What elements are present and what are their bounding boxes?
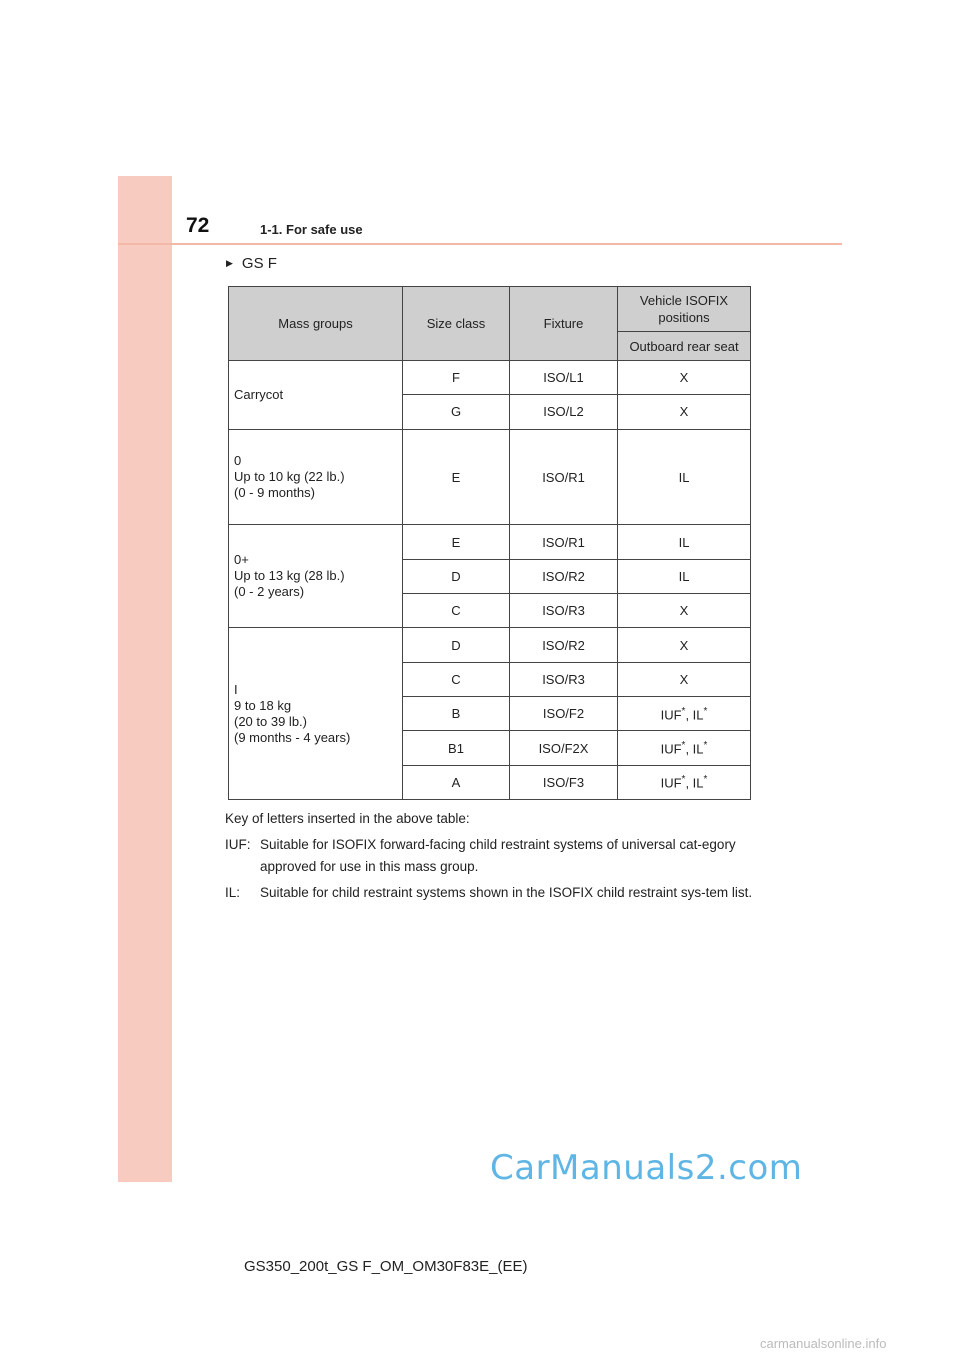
mass-group-line: Up to 13 kg (28 lb.) xyxy=(234,568,345,584)
mass-group-line: 0+ xyxy=(234,552,249,568)
size-class-cell: E xyxy=(403,525,510,559)
mass-group-line: 0 xyxy=(234,453,242,469)
key-desc: Suitable for child restraint systems shown in the ISOFIX child restraint sys-tem list. xyxy=(260,885,753,900)
fixture-cell: ISO/R1 xyxy=(510,429,618,525)
triangle-bullet-icon: ▶ xyxy=(226,258,233,268)
size-class-cell: B1 xyxy=(403,731,510,765)
variant-label: GS F xyxy=(241,255,277,272)
key-section xyxy=(225,808,755,908)
key-desc: Suitable for ISOFIX forward-facing child restraint systems of universal cat-egory approved for use in this mass group. xyxy=(260,837,736,874)
fixture-cell: ISO/R1 xyxy=(510,525,618,559)
fixture-cell: ISO/R2 xyxy=(510,559,618,593)
side-tab-bar xyxy=(118,176,172,1182)
position-cell: X xyxy=(618,395,751,429)
position-cell: X xyxy=(618,594,751,628)
position-cell: IUF*, IL* xyxy=(618,731,751,765)
mass-group-line: Up to 10 kg (22 lb.) xyxy=(234,469,345,485)
size-class-cell: C xyxy=(403,662,510,696)
mass-group-line: (20 to 39 lb.) xyxy=(234,713,307,729)
size-class-cell: D xyxy=(403,559,510,593)
fixture-cell: ISO/F3 xyxy=(510,765,618,799)
page-number: 72 xyxy=(186,214,210,237)
key-item-iuf xyxy=(225,834,755,878)
fixture-cell: ISO/F2X xyxy=(510,731,618,765)
position-cell: IL xyxy=(618,525,751,559)
position-cell: X xyxy=(618,662,751,696)
mass-group-cell xyxy=(229,628,403,800)
mass-group-line: I xyxy=(234,681,238,697)
mass-group-cell xyxy=(229,429,403,525)
fixture-cell: ISO/L2 xyxy=(510,395,618,429)
mass-group-cell xyxy=(229,361,403,430)
size-class-cell: E xyxy=(403,429,510,525)
position-cell: X xyxy=(618,628,751,662)
header-mass-groups: Mass groups xyxy=(229,287,403,361)
watermark: CarManuals2.com xyxy=(490,1148,803,1188)
position-cell: IL xyxy=(618,429,751,525)
fixture-cell: ISO/R2 xyxy=(510,628,618,662)
key-intro: Key of letters inserted in the above table: xyxy=(225,811,470,826)
fixture-cell: ISO/F2 xyxy=(510,697,618,731)
fixture-cell: ISO/L1 xyxy=(510,361,618,395)
position-cell: X xyxy=(618,361,751,395)
mass-group-cell xyxy=(229,525,403,628)
table-row xyxy=(229,361,751,395)
header-divider xyxy=(118,243,842,245)
size-class-cell: D xyxy=(403,628,510,662)
size-class-cell: A xyxy=(403,765,510,799)
size-class-cell: B xyxy=(403,697,510,731)
fixture-cell: ISO/R3 xyxy=(510,662,618,696)
isofix-table xyxy=(228,286,751,800)
size-class-cell: C xyxy=(403,594,510,628)
mass-group-line: Carrycot xyxy=(234,386,284,402)
size-class-cell: G xyxy=(403,395,510,429)
header-size-class: Size class xyxy=(403,287,510,361)
table-body xyxy=(229,361,751,800)
key-term: IUF: xyxy=(225,837,251,852)
key-term: IL: xyxy=(225,885,241,900)
mass-group-line: (0 - 2 years) xyxy=(234,584,305,600)
mass-group-line: 9 to 18 kg xyxy=(234,697,292,713)
mass-group-line: (9 months - 4 years) xyxy=(234,729,351,745)
fixture-cell: ISO/R3 xyxy=(510,594,618,628)
section-title: 1-1. For safe use xyxy=(260,222,363,237)
mass-group-line: (0 - 9 months) xyxy=(234,485,315,501)
key-item-il xyxy=(225,882,755,904)
header-outboard: Outboard rear seat xyxy=(618,332,751,361)
footer-code: GS350_200t_GS F_OM_OM30F83E_(EE) xyxy=(244,1258,528,1275)
position-cell: IUF*, IL* xyxy=(618,697,751,731)
table-row xyxy=(229,525,751,559)
header-fixture: Fixture xyxy=(510,287,618,361)
size-class-cell: F xyxy=(403,361,510,395)
position-cell: IL xyxy=(618,559,751,593)
header-positions: Vehicle ISOFIX positions xyxy=(618,287,751,332)
site-footer: carmanualsonline.info xyxy=(760,1336,887,1351)
position-cell: IUF*, IL* xyxy=(618,765,751,799)
table-row xyxy=(229,429,751,525)
variant-heading xyxy=(226,255,277,272)
table-row xyxy=(229,628,751,662)
